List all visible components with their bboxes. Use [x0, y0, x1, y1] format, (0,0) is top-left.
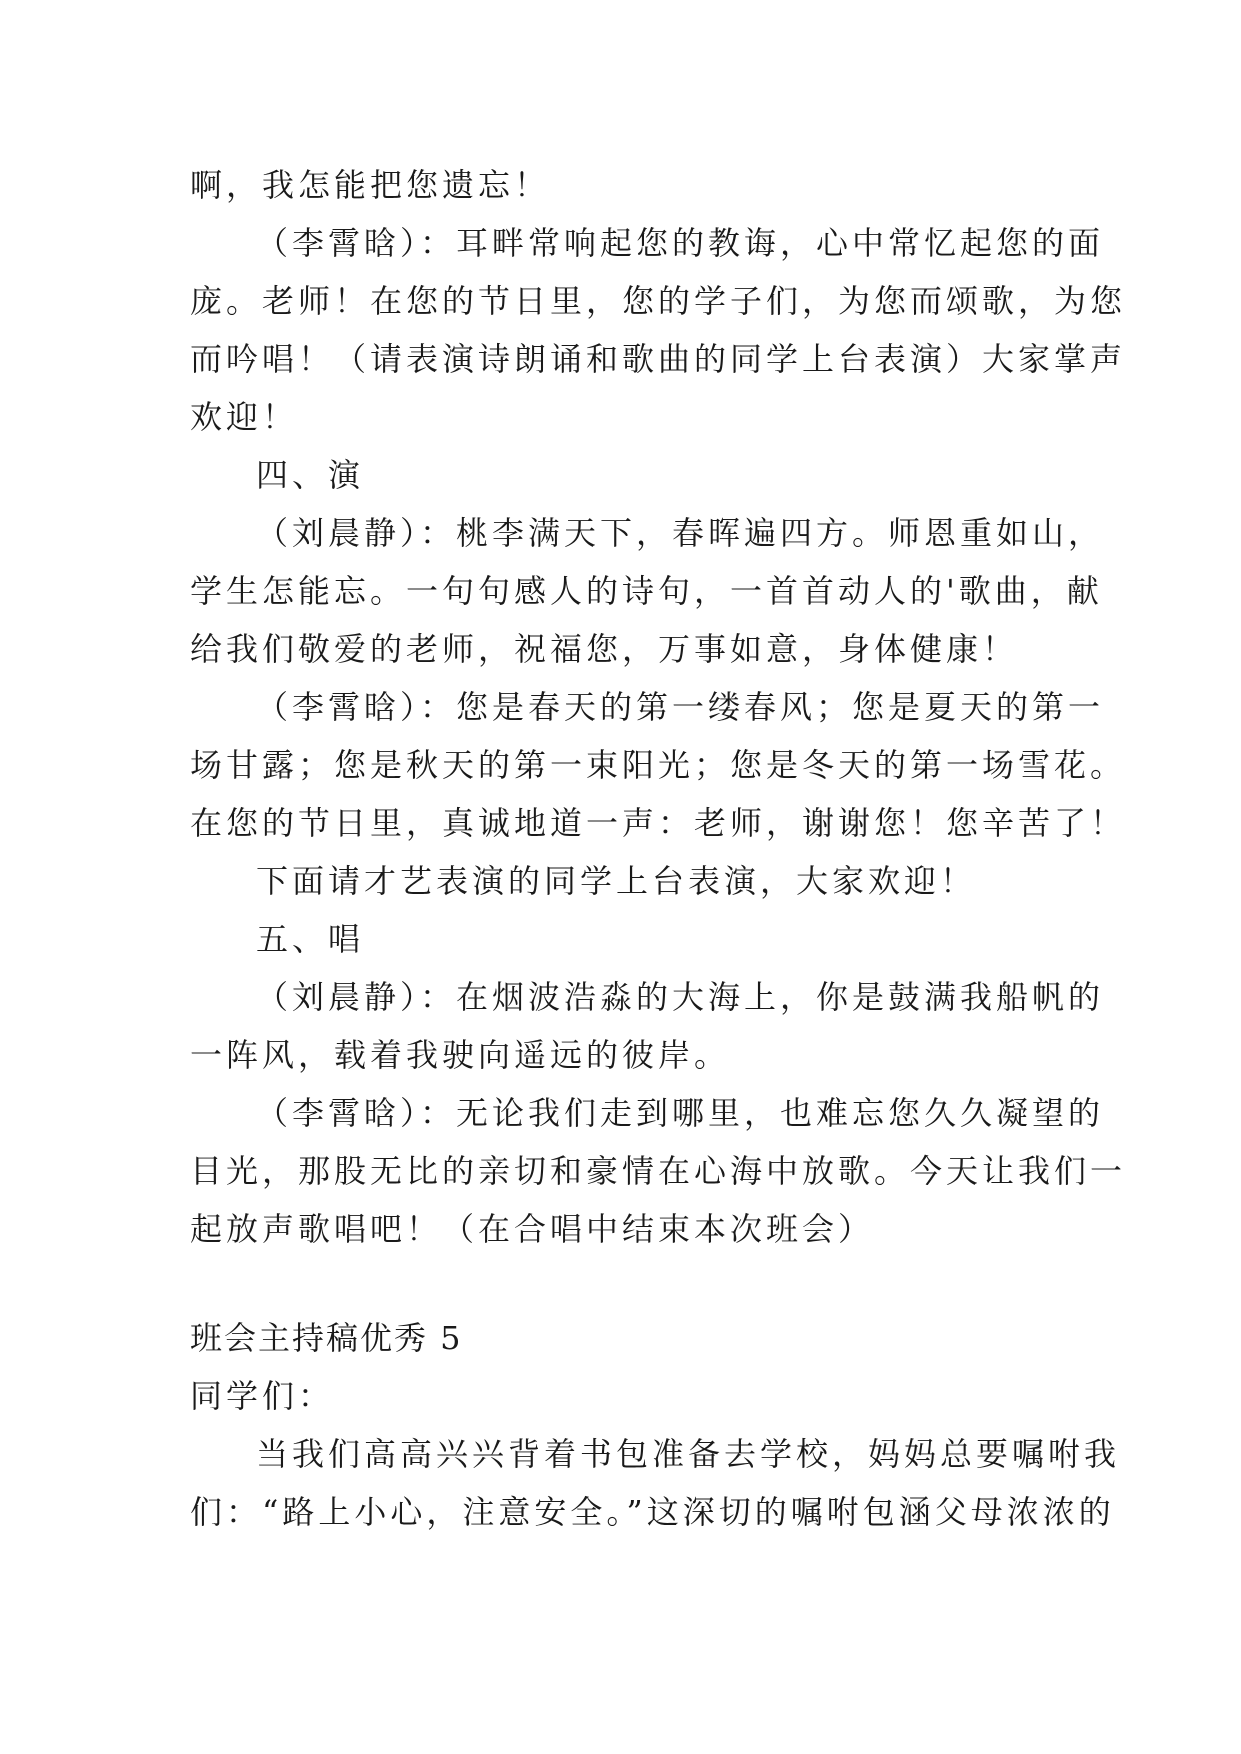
salutation: 同学们：: [190, 1377, 335, 1415]
section-heading: 四、演: [256, 456, 365, 494]
text-line: 在您的节日里，真诚地道一声：老师，谢谢您！您辛苦了！: [190, 804, 1127, 842]
text-line: 给我们敬爱的老师，祝福您，万事如意，身体健康！: [190, 630, 1019, 668]
text-line: （李霄晗）：无论我们走到哪里，也难忘您久久凝望的: [256, 1094, 1105, 1132]
text-line: （李霄晗）：您是春天的第一缕春风；您是夏天的第一: [256, 688, 1105, 726]
text-line: 下面请才艺表演的同学上台表演，大家欢迎！: [256, 862, 977, 900]
text-line: 当我们高高兴兴背着书包准备去学校，妈妈总要嘱咐我: [256, 1435, 1121, 1473]
text-line: 而吟唱！（请表演诗朗诵和歌曲的同学上台表演）大家掌声: [190, 340, 1127, 378]
article-title: 班会主持稿优秀 5: [190, 1319, 463, 1357]
text-line: （李霄晗）：耳畔常响起您的教诲，心中常忆起您的面: [256, 224, 1105, 262]
section-heading: 五、唱: [256, 920, 365, 958]
text-line: 庞。老师！在您的节日里，您的学子们，为您而颂歌，为您: [190, 282, 1127, 320]
text-line: 起放声歌唱吧！（在合唱中结束本次班会）: [190, 1210, 875, 1248]
text-line: 一阵风，载着我驶向遥远的彼岸。: [190, 1036, 731, 1074]
text-line: 学生怎能忘。一句句感人的诗句，一首首动人的'歌曲，献: [190, 572, 1103, 610]
text-line: 欢迎！: [190, 398, 299, 436]
text-line: 们：“路上小心，注意安全。”这深切的嘱咐包涵父母浓浓的: [190, 1493, 1115, 1531]
text-line: 场甘露；您是秋天的第一束阳光；您是冬天的第一场雪花。: [190, 746, 1127, 784]
text-line: （刘晨静）：在烟波浩淼的大海上，你是鼓满我船帆的: [256, 978, 1105, 1016]
text-line: 啊，我怎能把您遗忘！: [190, 166, 551, 204]
text-line: （刘晨静）：桃李满天下，春晖遍四方。师恩重如山，: [256, 514, 1105, 552]
text-line: 目光，那股无比的亲切和豪情在心海中放歌。今天让我们一: [190, 1152, 1127, 1190]
